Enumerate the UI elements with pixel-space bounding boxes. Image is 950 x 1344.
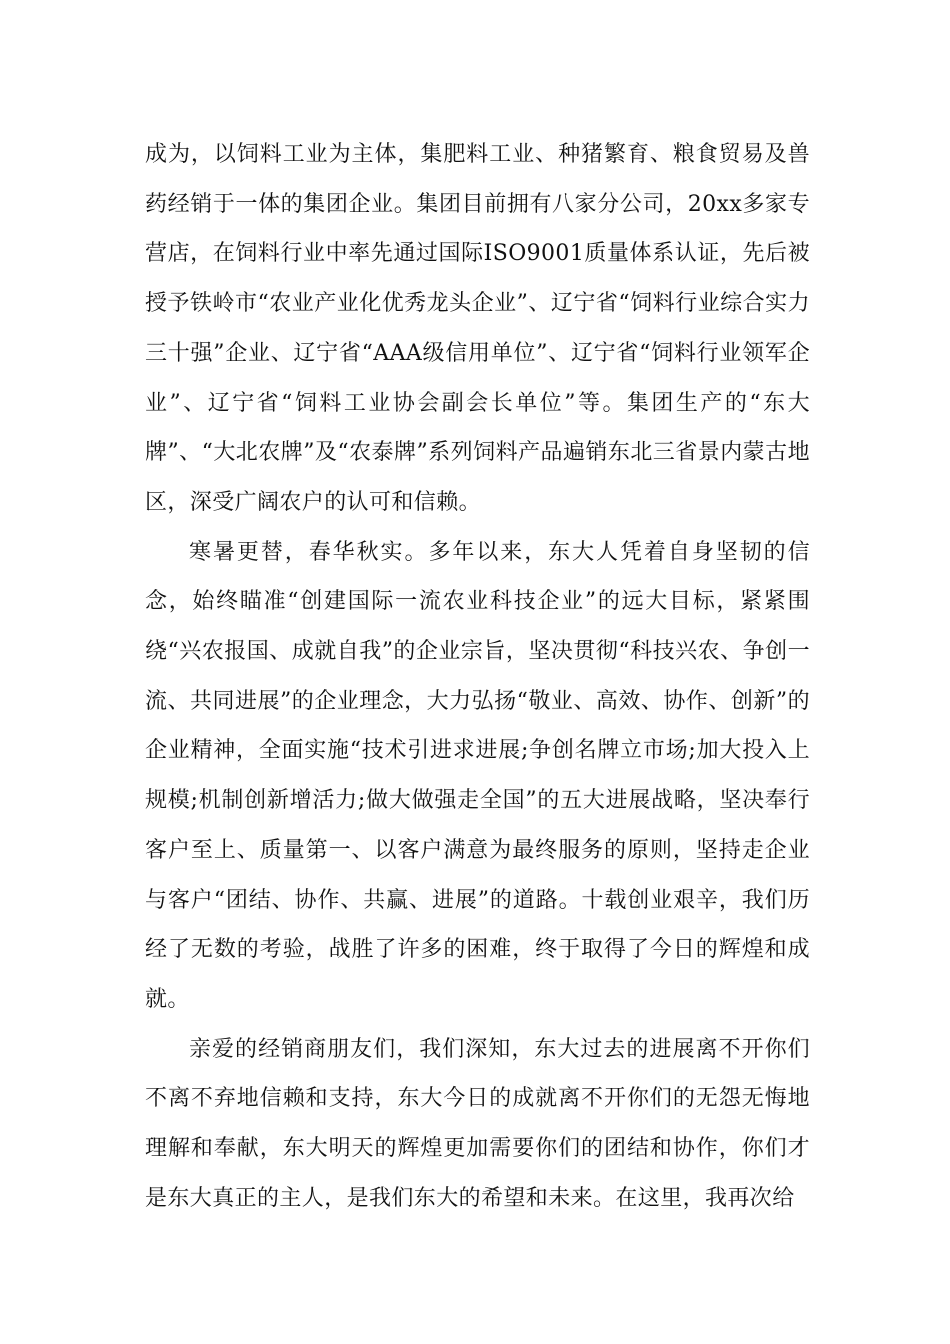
paragraph-3: 亲爱的经销商朋友们，我们深知，东大过去的进展离不开你们不离不弃地信赖和支持，东大今日的成就离不开你们的无怨无悔地理解和奉献，东大明天的辉煌更加需要你们的团结和协作，你们才是东大真正的主人，是我们东大的希望和未来。在这里，我再次给 xyxy=(145,1036,810,1211)
paragraph-2: 寒暑更替，春华秋实。多年以来，东大人凭着自身坚韧的信念，始终瞄准“创建国际一流农业科技企业”的远大目标，紧紧围绕“兴农报国、成就自我”的企业宗旨，坚决贯彻“科技兴农、争创一流、共同进展”的企业理念，大力弘扬“敬业、高效、协作、创新”的企业精神，全面实施“技术引进求进展;争创名牌立市场;加大投入上规模;机制创新增活力;做大做强走全国”的五大进展战略，坚决奉行客户至上、质量第一、以客户满意为最终服务的原则，坚持走企业与客户“团结、协作、共赢、进展”的道路。十载创业艰辛，我们历经了无数的考验，战胜了许多的困难，终于取得了今日的辉煌和成就。 xyxy=(145,539,810,1012)
paragraph-1: 成为，以饲料工业为主体，集肥料工业、种猪繁育、粮食贸易及兽药经销于一体的集团企业。集团目前拥有八家分公司，20xx多家专营店，在饲料行业中率先通过国际ISO9001质量体系认证，先后被授予铁岭市“农业产业化优秀龙头企业”、辽宁省“饲料行业综合实力三十强”企业、辽宁省“AAA级信用单位”、辽宁省“饲料行业领军企业”、辽宁省“饲料工业协会副会长单位”等。集团生产的“东大牌”、“大北农牌”及“农泰牌”系列饲料产品遍销东北三省景内蒙古地区，深受广阔农户的认可和信赖。 xyxy=(145,142,810,515)
document-body xyxy=(145,130,810,1223)
